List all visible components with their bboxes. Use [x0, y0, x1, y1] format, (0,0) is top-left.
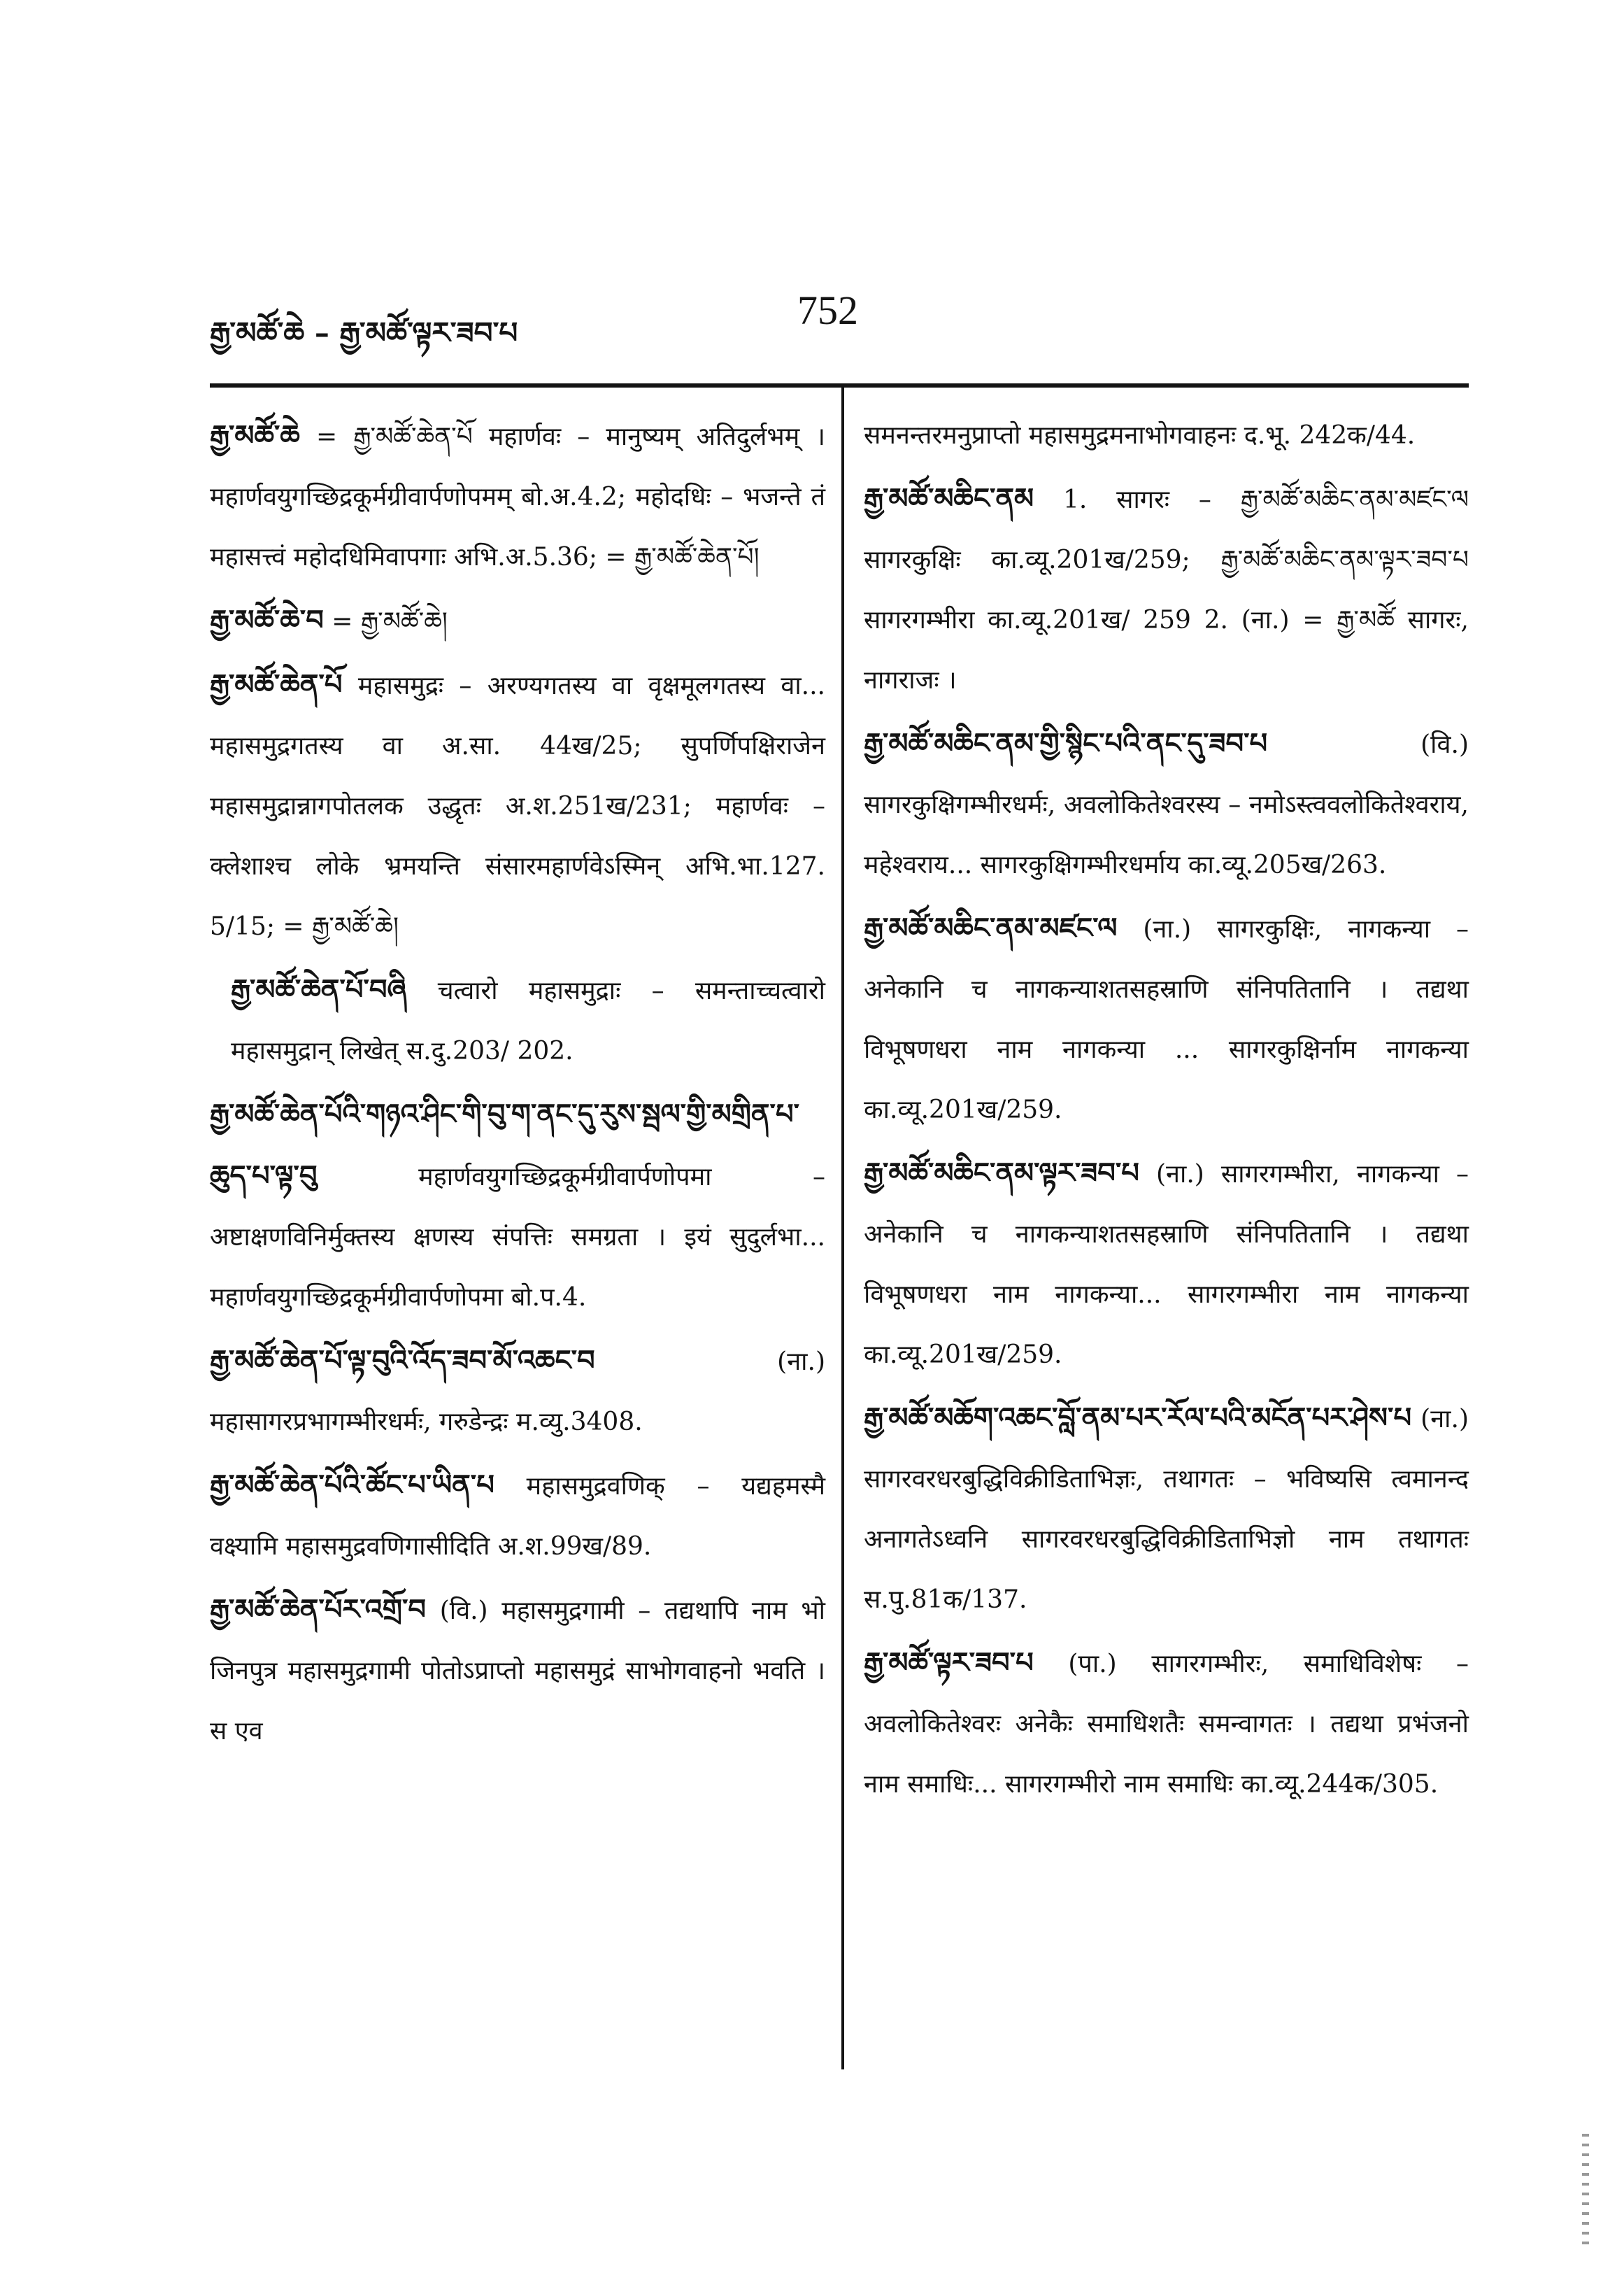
dictionary-entry — [864, 469, 1469, 711]
entry-body: = རྒྱ་མཚོ་ཆེན་པོ महार्णवः – मानुष्यम् अतिदुर्लभम् । महार्णवयुगच्छिद्रकूर्मग्रीवार्पणोपमम् बो.अ.4.2; महोदधिः – भजन्ते तं महासत्त्वं महोदधिमिवापगाः अभि.अ.5.36; = རྒྱ་མཚོ་ཆེན་པོ། — [210, 423, 825, 572]
column-divider — [841, 383, 844, 2069]
dictionary-entry — [864, 1143, 1469, 1385]
entry-headword: རྒྱ་མཚོ་ཆེན་པོའི་གཉའ་ཤིང་གི་བུ་ག་ནང་དུ་རུས་སྦལ་གྱི་མགྲིན་པ་ཆུད་པ་ལྟ་བུ — [210, 1098, 799, 1192]
entry-headword: རྒྱ་མཚོ་མཆིང་ནམ་གྱི་སྙིང་པའི་ནང་དུ་ཟབ་པ — [864, 727, 1268, 760]
dictionary-entry — [210, 1455, 825, 1577]
dictionary-entry — [210, 655, 825, 957]
dictionary-entry — [210, 960, 825, 1082]
entry-headword: རྒྱ་མཚོ་མཆོག་འཆང་བློ་ནམ་པར་རོལ་པའི་མངོན་པར་ཤེས་པ — [864, 1401, 1412, 1434]
entry-body: (पा.) सागरगम्भीरः, समाधिविशेषः – अवलोकितेश्वरः अनेकैः समाधिशतैः समन्वागतः । तद्यथा प्रभंजनो नाम समाधिः... सागरगम्भीरो नाम समाधिः का.व्यू.244क/305. — [864, 1650, 1469, 1799]
entry-headword: རྒྱ་མཚོ་མཆིང་ནམ་ལྟར་ཟབ་པ — [864, 1156, 1139, 1189]
entry-headword: རྒྱ་མཚོ་ཆེན་པོའི་ཚོང་པ་ཡིན་པ — [210, 1468, 494, 1501]
entry-body: महासमुद्रः – अरण्यगतस्य वा वृक्षमूलगतस्य वा... महासमुद्रगतस्य वा अ.सा. 44ख/25; सुपर्णिपक्षिराजेन महासमुद्रान्नागपोतलक उद्धृतः अ.श.251ख/231; महार्णवः – क्लेशाश्च लोके भ्रमयन्ति संसारमहार्णवेऽस्मिन् अभि.भा.127. 5/15; = རྒྱ་མཚོ་ཆེ། — [210, 672, 825, 941]
entry-body: (ना.) सागरकुक्षिः, नागकन्या – अनेकानि च नागकन्याशतसहस्राणि संनिपतितानि । तद्यथा विभूषणधरा नाम नागकन्या ... सागरकुक्षिर्नाम नागकन्या का.व्यू.201ख/259. — [864, 915, 1469, 1124]
dictionary-entry — [864, 898, 1469, 1140]
header-rule — [210, 383, 1469, 388]
entry-headword: རྒྱ་མཚོ་ཆེན་པོ — [210, 668, 343, 701]
right-column — [864, 406, 1469, 1818]
dictionary-entry — [864, 1633, 1469, 1815]
dictionary-entry-continued — [864, 406, 1469, 466]
entry-body: चत्वारो महासमुद्राः – समन्ताच्चत्वारो महासमुद्रान् लिखेत् स.दु.203/ 202. — [231, 977, 825, 1065]
page-number: 752 — [797, 288, 858, 333]
entry-body: महासमुद्रवणिक् – यद्यहमस्मै वक्ष्यामि महासमुद्रवणिगासीदिति अ.श.99ख/89. — [210, 1472, 825, 1561]
dictionary-entry — [210, 590, 825, 652]
entry-body: (ना.) सागरवरधरबुद्धिविक्रीडिताभिज्ञः, तथागतः – भविष्यसि त्वमानन्द अनागतेऽध्वनि सागरवरधरबुद्धिविक्रीडिताभिज्ञो नाम तथागतः स.पु.81क/137. — [864, 1405, 1469, 1614]
entry-headword: རྒྱ་མཚོ་ཆེན་པོ་བཞི — [231, 973, 407, 1006]
left-column — [210, 406, 825, 1764]
entry-body: महार्णवयुगच्छिद्रकूर्मग्रीवार्पणोपमा – अष्टाक्षणविनिर्मुक्तस्य क्षणस्य संपत्तिः समग्रता । इयं सुदुर्लभा... महार्णवयुगच्छिद्रकूर्मग्रीवार्पणोपमा बो.प.4. — [210, 1163, 825, 1312]
page-header — [210, 287, 1469, 357]
dictionary-entry — [210, 1331, 825, 1452]
dictionary-entry — [210, 1580, 825, 1762]
entry-headword: རྒྱ་མཚོ་ཆེ — [210, 419, 300, 452]
entry-headword: རྒྱ་མཚོ་མཆིང་ནམ་མཛང་ལ — [864, 912, 1118, 944]
entry-body: (वि.) महासमुद्रगामी – तद्यथापि नाम भो जिनपुत्र महासमुद्रगामी पोतोऽप्राप्तो महासमुद्रं साभोगवाहनो भवति । स एव — [210, 1596, 825, 1746]
entry-headword: རྒྱ་མཚོ་མཆིང་ནམ — [864, 482, 1034, 515]
entry-body: (ना.) महासागरप्रभागम्भीरधर्मः, गरुडेन्द्रः म.व्यु.3408. — [210, 1347, 825, 1436]
entry-headword: རྒྱ་མཚོ་ཆེན་པོ་ལྟ་བུའི་འོད་ཟབ་མོ་འཆང་བ — [210, 1344, 595, 1377]
entry-headword: རྒྱ་མཚོ་ཆེ་བ — [210, 604, 324, 637]
dictionary-entry — [210, 406, 825, 588]
dictionary-entry — [210, 1084, 825, 1328]
entry-body: (वि.) सागरकुक्षिगम्भीरधर्मः, अवलोकितेश्वरस्य – नमोऽस्त्ववलोकितेश्वराय, महेश्वराय... सागरकुक्षिगम्भीरधर्माय का.व्यू.205ख/263. — [864, 730, 1469, 879]
dictionary-entry — [864, 1388, 1469, 1630]
entry-body: (ना.) सागरगम्भीरा, नागकन्या – अनेकानि च नागकन्याशतसहस्राणि संनिपतितानि । तद्यथा विभूषणधरा नाम नागकन्या... सागरगम्भीरा नाम नागकन्या का.व्यू.201ख/259. — [864, 1160, 1469, 1369]
entry-body: = རྒྱ་མཚོ་ཆེ། — [332, 607, 448, 636]
running-head: རྒྱ་མཚོ་ཆེ – རྒྱ་མཚོ་ལྟར་ཟབ་པ — [210, 316, 518, 350]
entry-body: 1. सागरः – རྒྱ་མཚོ་མཆིང་ནམ་མཛང་ལ सागरकुक्षिः का.व्यू.201ख/259; རྒྱ་མཚོ་མཆིང་ནམ་ལྟར་ཟབ་པ सागरगम्भीरा का.व्यू.201ख/ 259 2. (ना.) = རྒྱ་མཚོ सागरः, नागराजः । — [864, 486, 1469, 695]
entry-body: समनन्तरमनुप्राप्तो महासमुद्रमनाभोगवाहनः द.भू. 242क/44. — [864, 421, 1416, 450]
entry-headword: རྒྱ་མཚོ་ཆེན་པོར་འགྲོ་བ — [210, 1593, 427, 1626]
entry-headword: རྒྱ་མཚོ་ལྟར་ཟབ་པ — [864, 1646, 1034, 1679]
dictionary-entry — [864, 714, 1469, 895]
scan-edge-mark — [1582, 2134, 1589, 2246]
